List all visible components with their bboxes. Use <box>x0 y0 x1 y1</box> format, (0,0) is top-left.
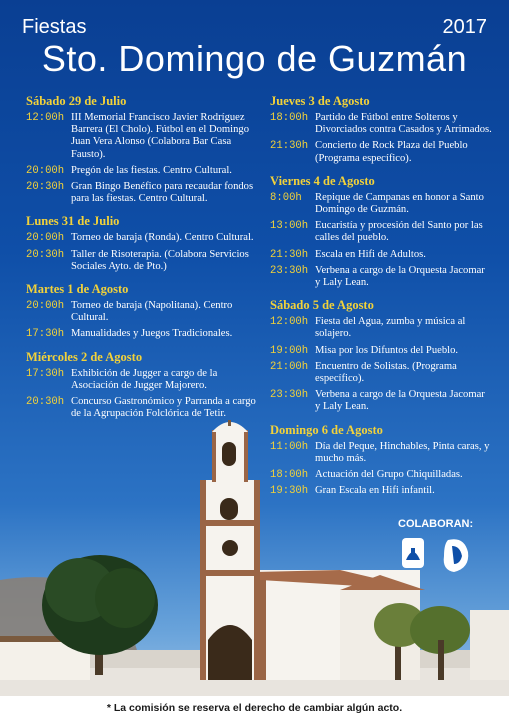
event-row <box>270 220 492 244</box>
event-time: 17:30h <box>26 328 65 341</box>
event-time: 21:00h <box>270 360 309 373</box>
church-illustration <box>0 420 509 700</box>
event-row <box>270 112 492 136</box>
event-row <box>26 165 258 177</box>
event-description: III Memorial Francisco Javier Rodríguez Barrera (El Cholo). Fútbol en el Domingo Juan Vera Alonso (Colabora Bar Casa Fausto). <box>71 112 249 160</box>
event-description: Partido de Fútbol entre Solteros y Divorciados contra Casados y Arrimados. <box>315 112 492 136</box>
event-row <box>270 192 492 216</box>
event-row <box>270 140 492 164</box>
colaboran-label: COLABORAN: <box>398 518 474 530</box>
event-time: 21:30h <box>270 248 309 261</box>
event-time: 23:30h <box>270 389 309 402</box>
event-description: Gran Bingo Benéfico para recaudar fondos para las fiestas. Centro Cultural. <box>71 181 254 205</box>
event-row <box>26 112 258 161</box>
day-heading: Domingo 6 de Agosto <box>270 422 383 437</box>
day-block <box>270 298 492 413</box>
event-row <box>26 181 258 205</box>
event-time: 20:30h <box>26 396 65 409</box>
event-time: 12:00h <box>26 112 65 124</box>
day-heading: Viernes 4 de Agosto <box>270 173 375 188</box>
event-row <box>270 361 492 385</box>
page-title: Sto. Domingo de Guzmán <box>41 38 468 79</box>
event-time: 17:30h <box>26 367 65 380</box>
event-description: Verbena a cargo de la Orquesta Jacomar y Laly Lean. <box>315 389 485 413</box>
event-time: 8:00h <box>270 191 302 204</box>
event-description: Fiesta del Agua, zumba y música al solajero. <box>315 316 466 340</box>
event-description: Misa por los Difuntos del Pueblo. <box>315 344 459 356</box>
event-row <box>26 232 258 244</box>
event-description: Gran Escala en Hifi infantil. <box>315 485 435 497</box>
event-row <box>26 368 258 392</box>
event-row <box>270 316 492 340</box>
event-time: 20:30h <box>26 248 65 261</box>
event-description: Escala en Hifi de Adultos. <box>315 248 426 260</box>
event-row <box>26 396 258 420</box>
event-description: Taller de Risoterapia. (Colabora Servicios Sociales Ayto. de Pto.) <box>71 248 249 272</box>
day-heading: Sábado 5 de Agosto <box>270 298 374 313</box>
day-block <box>26 282 258 341</box>
event-description: Encuentro de Solistas. (Programa específico). <box>315 360 457 385</box>
day-heading: Martes 1 de Agosto <box>26 282 129 297</box>
event-row <box>270 389 492 413</box>
event-row <box>270 345 492 357</box>
day-block <box>270 174 492 289</box>
event-row <box>26 249 258 273</box>
event-description: Verbena a cargo de la Orquesta Jacomar y Laly Lean. <box>315 264 485 289</box>
event-description: Eucaristía y procesión del Santo por las calles del pueblo. <box>315 220 483 244</box>
event-time: 20:00h <box>26 300 65 313</box>
event-time: 20:30h <box>26 181 65 194</box>
day-heading: Sábado 29 de Julio <box>26 94 127 108</box>
header-fiestas: Fiestas <box>22 16 87 38</box>
event-description: Torneo de baraja (Napolitana). Centro Cultural. <box>71 300 233 324</box>
event-description: Exhibición de Jugger a cargo de la Asociación de Jugger Majorero. <box>71 367 218 391</box>
event-time: 19:00h <box>270 344 309 357</box>
day-block <box>26 214 258 273</box>
event-description: Manualidades y Juegos Tradicionales. <box>71 328 233 340</box>
event-time: 11:00h <box>270 440 309 453</box>
event-description: Día del Peque, Hinchables, Pinta caras, y mucho más. <box>315 440 490 464</box>
footer-note: * La comisión se reserva el derecho de cambiar algún acto. <box>106 702 403 714</box>
event-row <box>270 265 492 289</box>
event-row <box>26 328 258 340</box>
day-heading: Miércoles 2 de Agosto <box>26 349 143 364</box>
day-heading: Jueves 3 de Agosto <box>270 94 370 108</box>
day-heading: Lunes 31 de Julio <box>26 214 120 229</box>
event-time: 12:00h <box>270 316 309 329</box>
event-description: Concierto de Rock Plaza del Pueblo (Programa específico). <box>315 140 468 164</box>
event-time: 19:30h <box>270 485 309 498</box>
event-row <box>270 249 492 261</box>
bell-tower-icon <box>200 420 260 680</box>
event-description: Pregón de las fiestas. Centro Cultural. <box>71 164 232 176</box>
left-column <box>26 94 258 429</box>
event-description: Torneo de baraja (Ronda). Centro Cultural. <box>71 232 254 244</box>
event-row <box>26 300 258 324</box>
event-time: 18:00h <box>270 112 309 124</box>
event-time: 21:30h <box>270 140 309 153</box>
event-time: 23:30h <box>270 264 309 277</box>
event-time: 20:00h <box>26 164 65 177</box>
event-description: Concurso Gastronómico y Parranda a cargo de la Agrupación Folclórica de Tetir. <box>71 396 256 420</box>
event-description: Repique de Campanas en honor a Santo Domingo de Guzmán. <box>315 191 484 216</box>
event-time: 20:00h <box>26 232 65 245</box>
event-time: 18:00h <box>270 469 309 482</box>
day-block <box>26 94 258 205</box>
event-time: 13:00h <box>270 220 309 233</box>
day-block <box>26 350 258 421</box>
header-year: 2017 <box>442 16 487 38</box>
event-description: Actuación del Grupo Chiquilladas. <box>315 469 463 481</box>
day-block <box>270 94 492 165</box>
